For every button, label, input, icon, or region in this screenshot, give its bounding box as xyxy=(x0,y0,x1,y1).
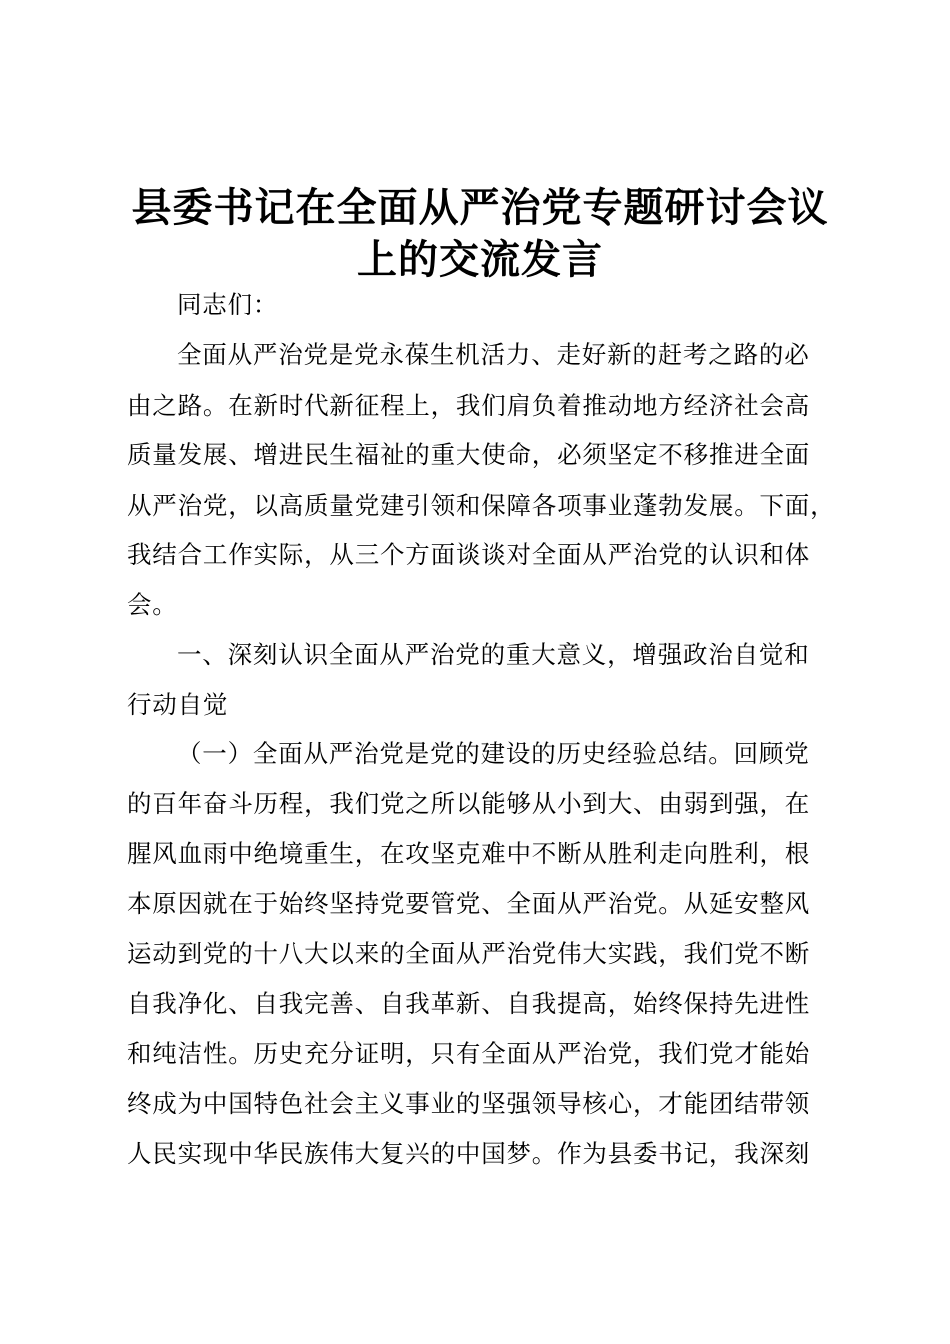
paragraph-line: 我结合工作实际，从三个方面谈谈对全面从严治党的认识和体 xyxy=(127,540,811,569)
document-title-line-2: 上的交流发言 xyxy=(357,236,603,283)
paragraph-line: 腥风血雨中绝境重生，在攻坚克难中不断从胜利走向胜利，根 xyxy=(127,839,811,868)
paragraph-line: 人民实现中华民族伟大复兴的中国梦。作为县委书记，我深刻 xyxy=(127,1139,811,1168)
paragraph-line: 从严治党，以高质量党建引领和保障各项事业蓬勃发展。下面， xyxy=(127,491,836,520)
paragraph-line: 会。 xyxy=(127,590,178,619)
salutation: 同志们： xyxy=(177,290,279,319)
paragraph-line: 的百年奋斗历程，我们党之所以能够从小到大、由弱到强，在 xyxy=(127,789,811,818)
paragraph-line: 终成为中国特色社会主义事业的坚强领导核心，才能团结带领 xyxy=(127,1089,811,1118)
section-heading-line: 一、深刻认识全面从严治党的重大意义，增强政治自觉和 xyxy=(177,640,810,669)
paragraph-line: 自我净化、自我完善、自我革新、自我提高，始终保持先进性 xyxy=(127,989,811,1018)
paragraph-line: 全面从严治党是党永葆生机活力、走好新的赶考之路的必 xyxy=(177,340,810,369)
paragraph-line: 本原因就在于始终坚持党要管党、全面从严治党。从延安整风 xyxy=(127,889,811,918)
paragraph-line: 质量发展、增进民生福祉的重大使命，必须坚定不移推进全面 xyxy=(127,440,811,469)
paragraph-line: 和纯洁性。历史充分证明，只有全面从严治党，我们党才能始 xyxy=(127,1039,811,1068)
paragraph-line: 由之路。在新时代新征程上，我们肩负着推动地方经济社会高 xyxy=(127,391,811,420)
paragraph-line: （一）全面从严治党是党的建设的历史经验总结。回顾党 xyxy=(177,739,810,768)
section-heading-line: 行动自觉 xyxy=(127,690,229,719)
document-title-line-1: 县委书记在全面从严治党专题研讨会议 xyxy=(131,184,829,231)
paragraph-line: 运动到党的十八大以来的全面从严治党伟大实践，我们党不断 xyxy=(127,939,811,968)
